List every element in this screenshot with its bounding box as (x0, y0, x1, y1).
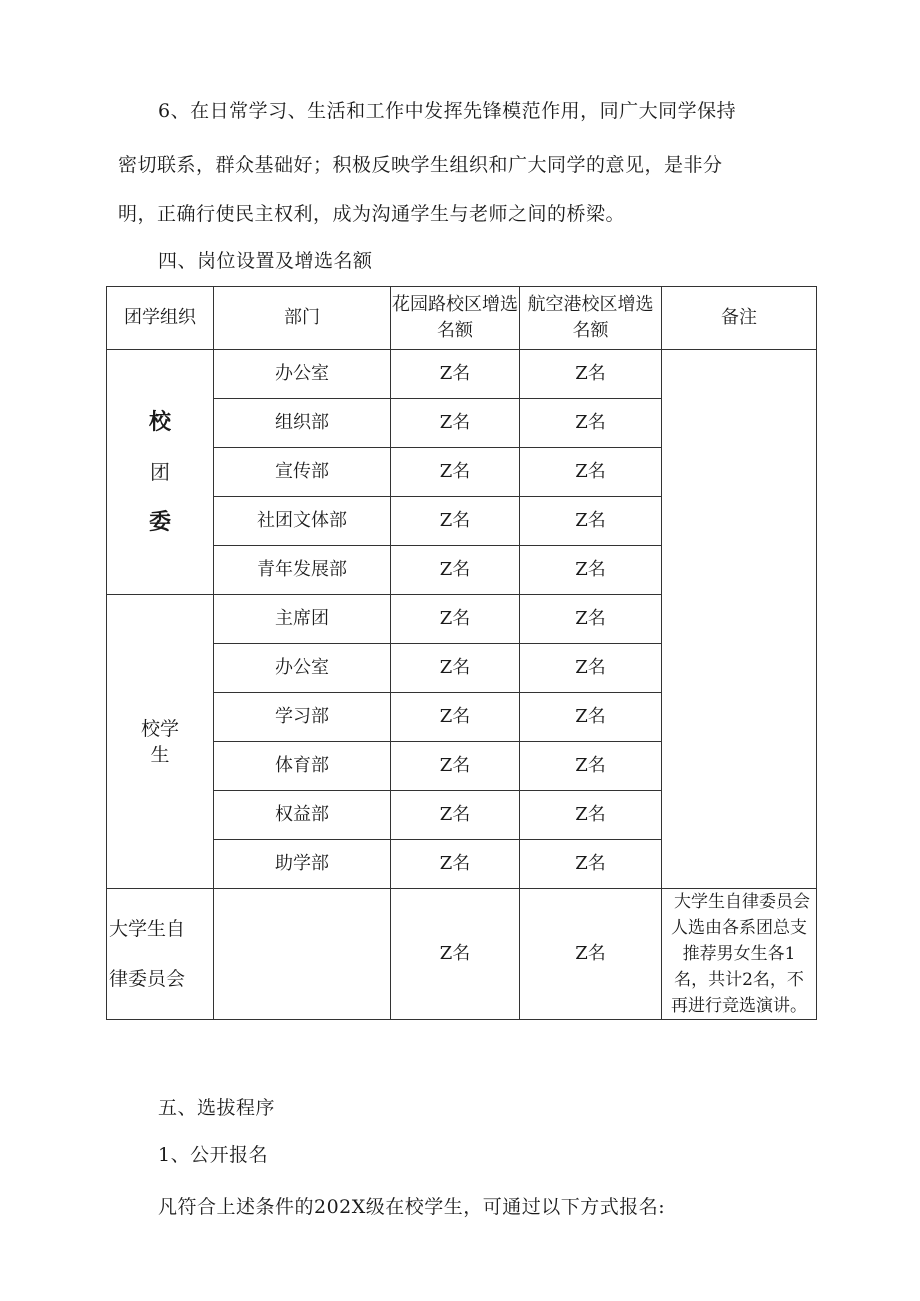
step-1-title: 1、公开报名 (158, 1144, 269, 1166)
quota-cell: Z名 (391, 742, 520, 791)
header-campus-huayuanlu: 花园路校区增选名额 (391, 287, 520, 350)
quota-cell: Z名 (391, 546, 520, 595)
remark-cell: 大学生自律委员会 人选由各系团总支 推荐男女生各1 名，共计2名，不 再进行竞选演讲。 (662, 889, 817, 1020)
quota-cell: Z名 (391, 791, 520, 840)
dept-cell: 办公室 (214, 644, 391, 693)
quota-cell: Z名 (520, 595, 662, 644)
intro-line-3: 明，正确行使民主权利，成为沟通学生与老师之间的桥梁。 (118, 203, 626, 225)
dept-cell: 青年发展部 (214, 546, 391, 595)
quota-cell: Z名 (391, 399, 520, 448)
quota-cell: Z名 (391, 497, 520, 546)
dept-cell: 社团文体部 (214, 497, 391, 546)
dept-cell (214, 889, 391, 1020)
quota-cell: Z名 (520, 644, 662, 693)
section-4-title: 四、岗位设置及增选名额 (158, 250, 373, 272)
org-school-league-committee: 校 团 委 (107, 350, 214, 595)
quota-cell: Z名 (391, 889, 520, 1020)
dept-cell: 主席团 (214, 595, 391, 644)
dept-cell: 办公室 (214, 350, 391, 399)
quota-cell: Z名 (391, 595, 520, 644)
section-5-title: 五、选拔程序 (158, 1097, 276, 1119)
quota-cell: Z名 (520, 889, 662, 1020)
quota-cell: Z名 (520, 448, 662, 497)
header-remark: 备注 (662, 287, 817, 350)
table-row-self-discipline (107, 889, 817, 1020)
dept-cell: 体育部 (214, 742, 391, 791)
quota-cell: Z名 (520, 497, 662, 546)
quota-cell: Z名 (520, 546, 662, 595)
quota-cell: Z名 (520, 693, 662, 742)
quota-cell: Z名 (391, 693, 520, 742)
quota-cell: Z名 (391, 448, 520, 497)
quota-cell: Z名 (520, 840, 662, 889)
dept-cell: 助学部 (214, 840, 391, 889)
dept-cell: 宣传部 (214, 448, 391, 497)
header-org: 团学组织 (107, 287, 214, 350)
quota-cell: Z名 (520, 791, 662, 840)
quota-cell: Z名 (520, 350, 662, 399)
org-self-discipline-committee: 大学生自 律委员会 (107, 889, 214, 1020)
signup-text: 凡符合上述条件的202X级在校学生，可通过以下方式报名: (158, 1196, 666, 1218)
quota-cell: Z名 (391, 350, 520, 399)
quota-cell: Z名 (391, 840, 520, 889)
dept-cell: 学习部 (214, 693, 391, 742)
quota-cell: Z名 (520, 742, 662, 791)
table-header-row (107, 287, 817, 350)
quota-cell: Z名 (391, 644, 520, 693)
quota-cell: Z名 (520, 399, 662, 448)
intro-line-1: 6、在日常学习、生活和工作中发挥先锋模范作用，同广大同学保持 (158, 100, 737, 122)
positions-table (106, 286, 817, 1020)
remark-cell-empty (662, 350, 817, 889)
dept-cell: 权益部 (214, 791, 391, 840)
dept-cell: 组织部 (214, 399, 391, 448)
table-row (107, 350, 817, 399)
header-campus-hangkonggang: 航空港校区增选名额 (520, 287, 662, 350)
org-student-union: 校学 生 (107, 595, 214, 889)
intro-line-2: 密切联系，群众基础好；积极反映学生组织和广大同学的意见，是非分 (118, 154, 723, 176)
header-dept: 部门 (214, 287, 391, 350)
